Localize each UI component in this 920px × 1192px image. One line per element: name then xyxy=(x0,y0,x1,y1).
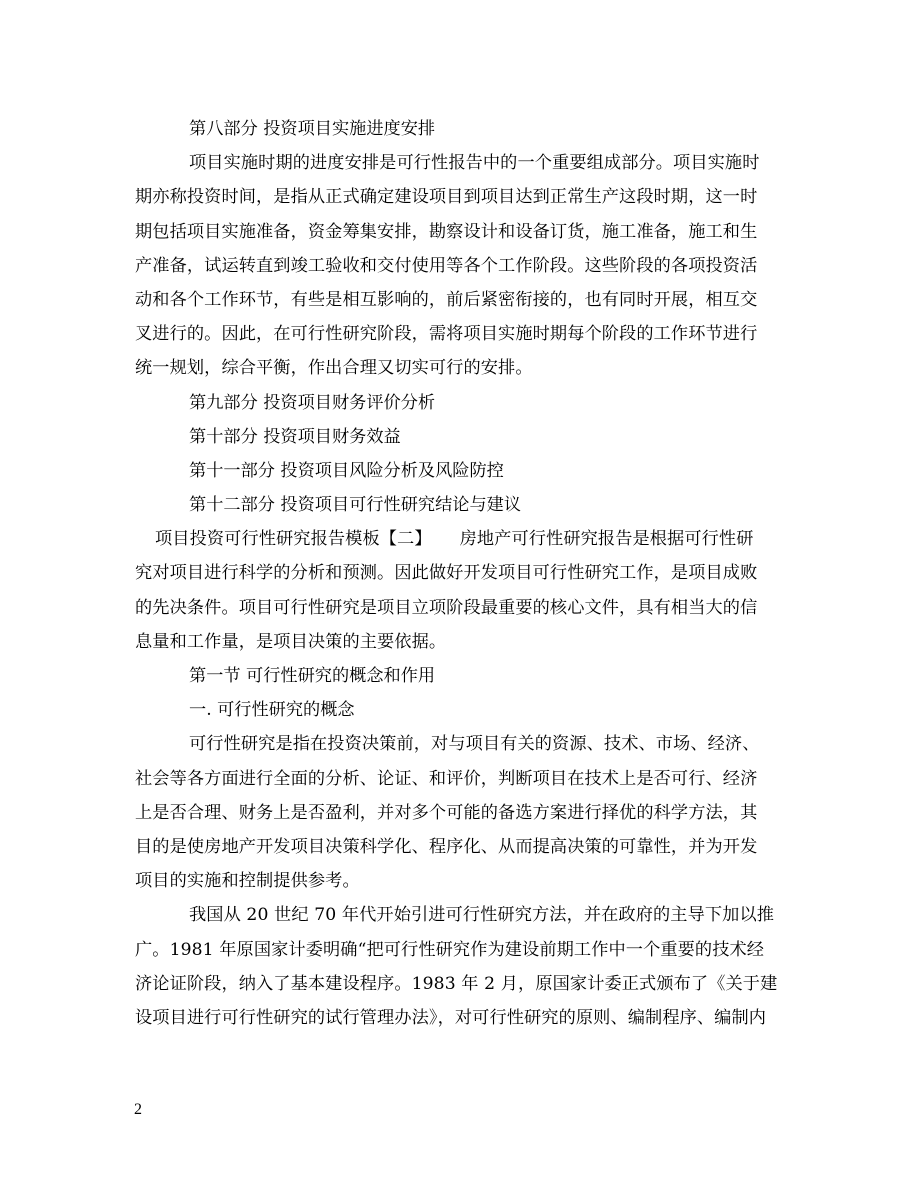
section-heading: 第一节 可行性研究的概念和作用 xyxy=(189,666,436,686)
text-line: 的先决条件。项目可行性研究是项目立项阶段最重要的核心文件，具有相当大的信 xyxy=(135,597,758,618)
heading-part-10: 第十部分 投资项目财务效益 xyxy=(189,426,401,447)
document-body xyxy=(135,112,789,1035)
text-line: 项目实施时期的进度安排是可行性报告中的一个重要组成部分。项目实施时 xyxy=(189,153,760,174)
text-line: 广。1981 年原国家计委明确“把可行性研究作为建设前期工作中一个重要的技术经 xyxy=(135,939,765,960)
text-line xyxy=(135,522,789,556)
template-title: 项目投资可行性研究报告模板【二】 xyxy=(155,529,432,550)
text-line: 叉进行的。因此，在可行性研究阶段，需将项目实施时期每个阶段的工作环节进行 xyxy=(135,324,758,345)
text-line: 可行性研究是指在投资决策前，对与项目有关的资源、技术、市场、经济、 xyxy=(189,734,760,755)
text-line: 息量和工作量，是项目决策的主要依据。 xyxy=(135,631,447,652)
heading-part-9: 第九部分 投资项目财务评价分析 xyxy=(189,392,436,413)
paragraph-concept xyxy=(135,727,789,898)
text-line: 目的是使房地产开发项目决策科学化、程序化、从而提高决策的可靠性，并为开发 xyxy=(135,836,758,857)
paragraph-intro xyxy=(135,522,789,659)
text-line: 产准备，试运转直到竣工验收和交付使用等各个工作阶段。这些阶段的各项投资活 xyxy=(135,255,758,276)
text-line: 上是否合理、财务上是否盈利，并对多个可能的备选方案进行择优的科学方法，其 xyxy=(135,802,758,823)
text-line: 我国从 20 世纪 70 年代开始引进可行性研究方法，并在政府的主导下加以推 xyxy=(189,905,775,926)
text-line: 社会等各方面进行全面的分析、论证、和评价，判断项目在技术上是否可行、经济 xyxy=(135,768,758,789)
heading-part-8: 第八部分 投资项目实施进度安排 xyxy=(189,119,436,139)
heading-part-11: 第十一部分 投资项目风险分析及风险防控 xyxy=(189,460,504,481)
subsection-heading: 一. 可行性研究的概念 xyxy=(189,700,355,721)
paragraph-history xyxy=(135,898,789,1035)
page-number: 2 xyxy=(134,1101,142,1118)
text-line: 究对项目进行科学的分析和预测。因此做好开发项目可行性研究工作，是项目成败 xyxy=(135,563,758,584)
heading-part-12: 第十二部分 投资项目可行性研究结论与建议 xyxy=(189,495,522,516)
text-line: 项目的实施和控制提供参考。 xyxy=(135,871,360,892)
text-line: 设项目进行可行性研究的试行管理办法》，对可行性研究的原则、编制程序、编制内 xyxy=(135,1007,767,1028)
text-line: 期亦称投资时间，是指从正式确定建设项目到项目达到正常生产这段时期，这一时 xyxy=(135,187,758,208)
text-line: 统一规划，综合平衡，作出合理又切实可行的安排。 xyxy=(135,358,533,379)
paragraph-schedule xyxy=(135,146,789,385)
text-line: 动和各个工作环节，有些是相互影响的，前后紧密衔接的，也有同时开展，相互交 xyxy=(135,289,758,310)
intro-first-text: 房地产可行性研究报告是根据可行性研 xyxy=(459,529,754,550)
text-line: 济论证阶段，纳入了基本建设程序。1983 年 2 月，原国家计委正式颁布了《关于建 xyxy=(135,973,778,994)
text-line: 期包括项目实施准备，资金筹集安排，勘察设计和设备订货，施工准备，施工和生 xyxy=(135,221,758,242)
